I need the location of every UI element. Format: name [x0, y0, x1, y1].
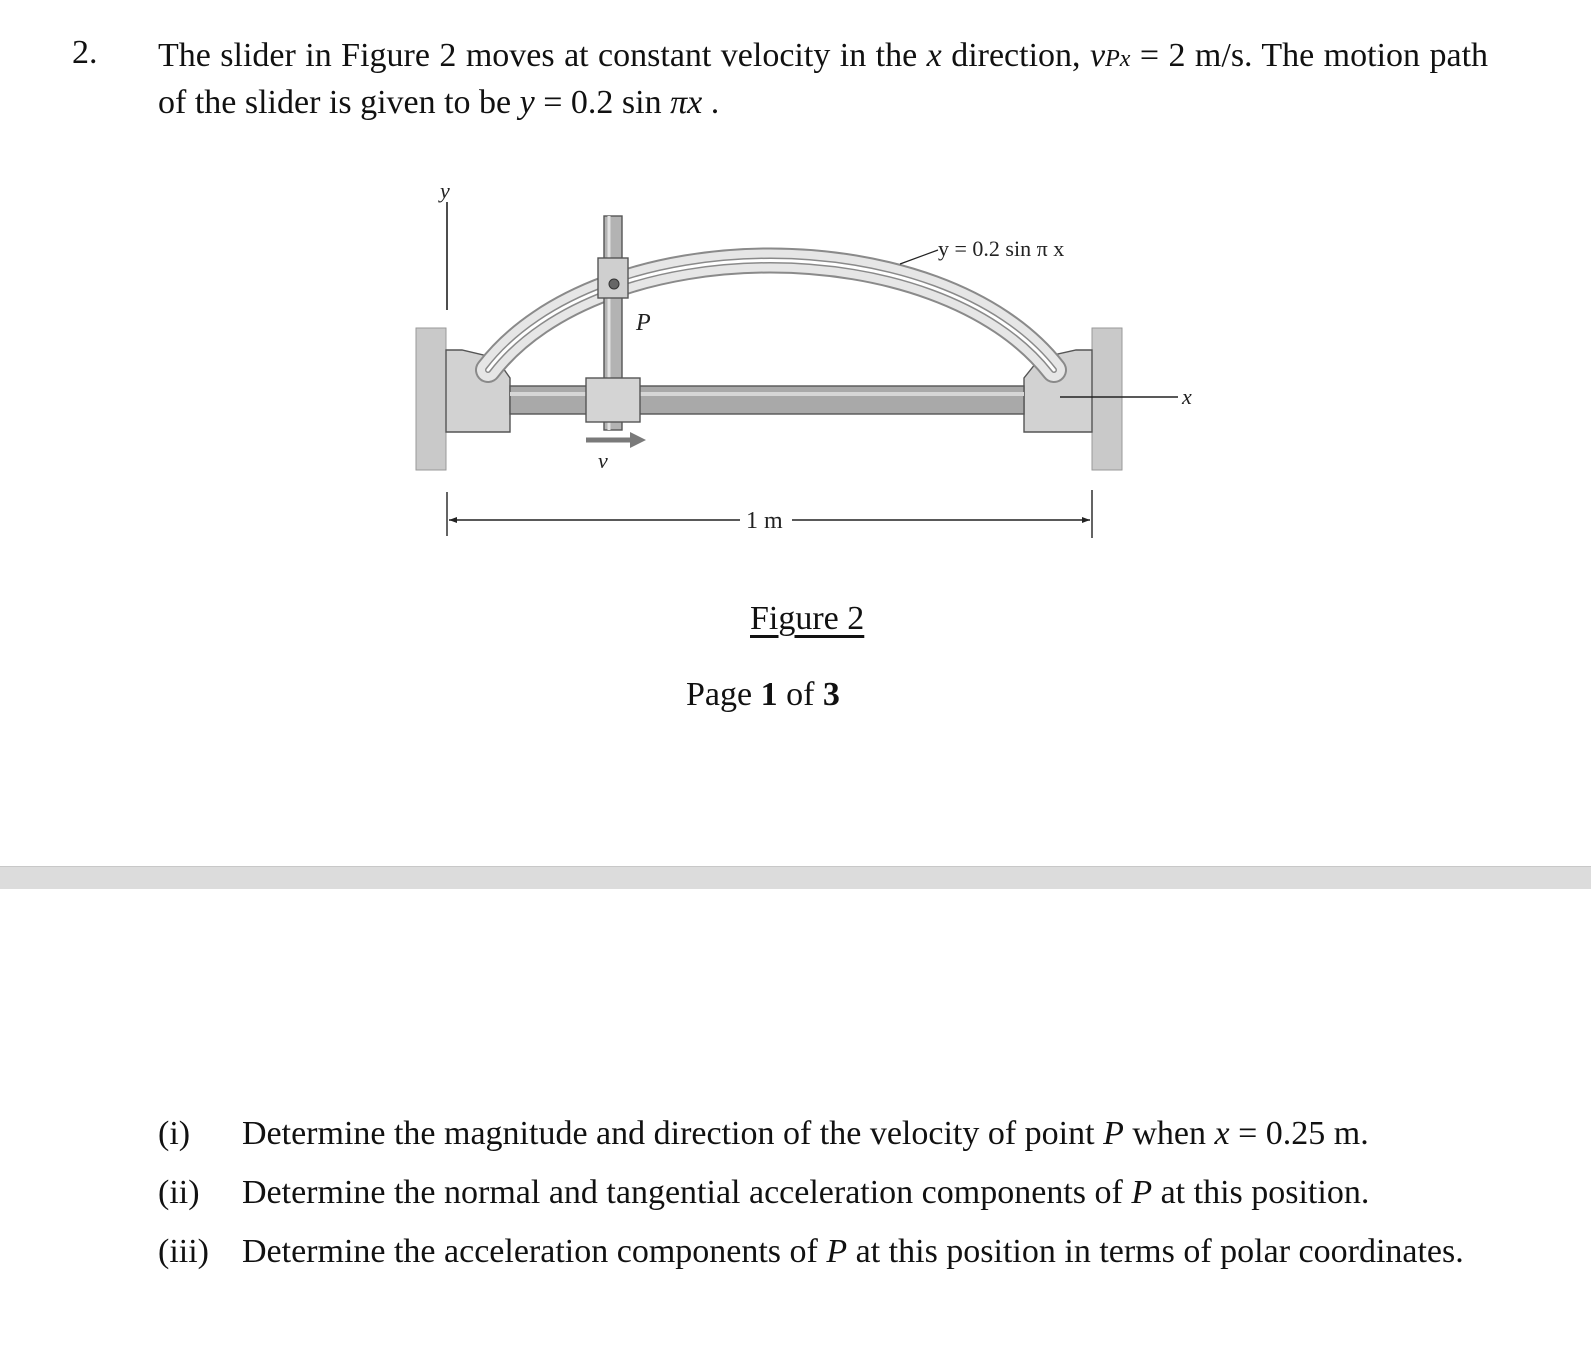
- question-parts: [158, 1112, 1488, 1289]
- path-leader: [900, 250, 938, 264]
- rail-collar: [598, 258, 628, 298]
- page-divider: [0, 866, 1591, 889]
- figure-caption: Figure 2: [750, 600, 865, 637]
- right-wall: [1092, 328, 1122, 470]
- velocity-label: v: [598, 448, 608, 473]
- path-equation-label: y = 0.2 sin π x: [938, 236, 1065, 261]
- y-axis-label: y: [440, 178, 450, 203]
- question-number: 2.: [72, 34, 98, 71]
- left-wall: [416, 328, 446, 470]
- part-iii: (iii) Determine the acceleration components of P at this position in terms of polar coordinates.: [158, 1233, 1464, 1270]
- point-p-pin: [609, 279, 619, 289]
- question-stem: The slider in Figure 2 moves at constant velocity in the x direction, vPx = 2 m/s. The motion path of the slider is given to be y = 0.2 sin πx .: [158, 37, 1489, 121]
- x-axis-label: x: [1182, 384, 1192, 409]
- slider-figure: [400, 170, 1200, 550]
- rod-collar: [586, 378, 640, 422]
- part-i: (i) Determine the magnitude and direction of the velocity of point P when x = 0.25 m.: [158, 1115, 1369, 1152]
- dimension-label: 1 m: [746, 508, 783, 534]
- part-ii: (ii) Determine the normal and tangential acceleration components of P at this position.: [158, 1174, 1370, 1211]
- page-number: Page 1 of 3: [686, 676, 840, 713]
- point-p-label: P: [636, 310, 651, 336]
